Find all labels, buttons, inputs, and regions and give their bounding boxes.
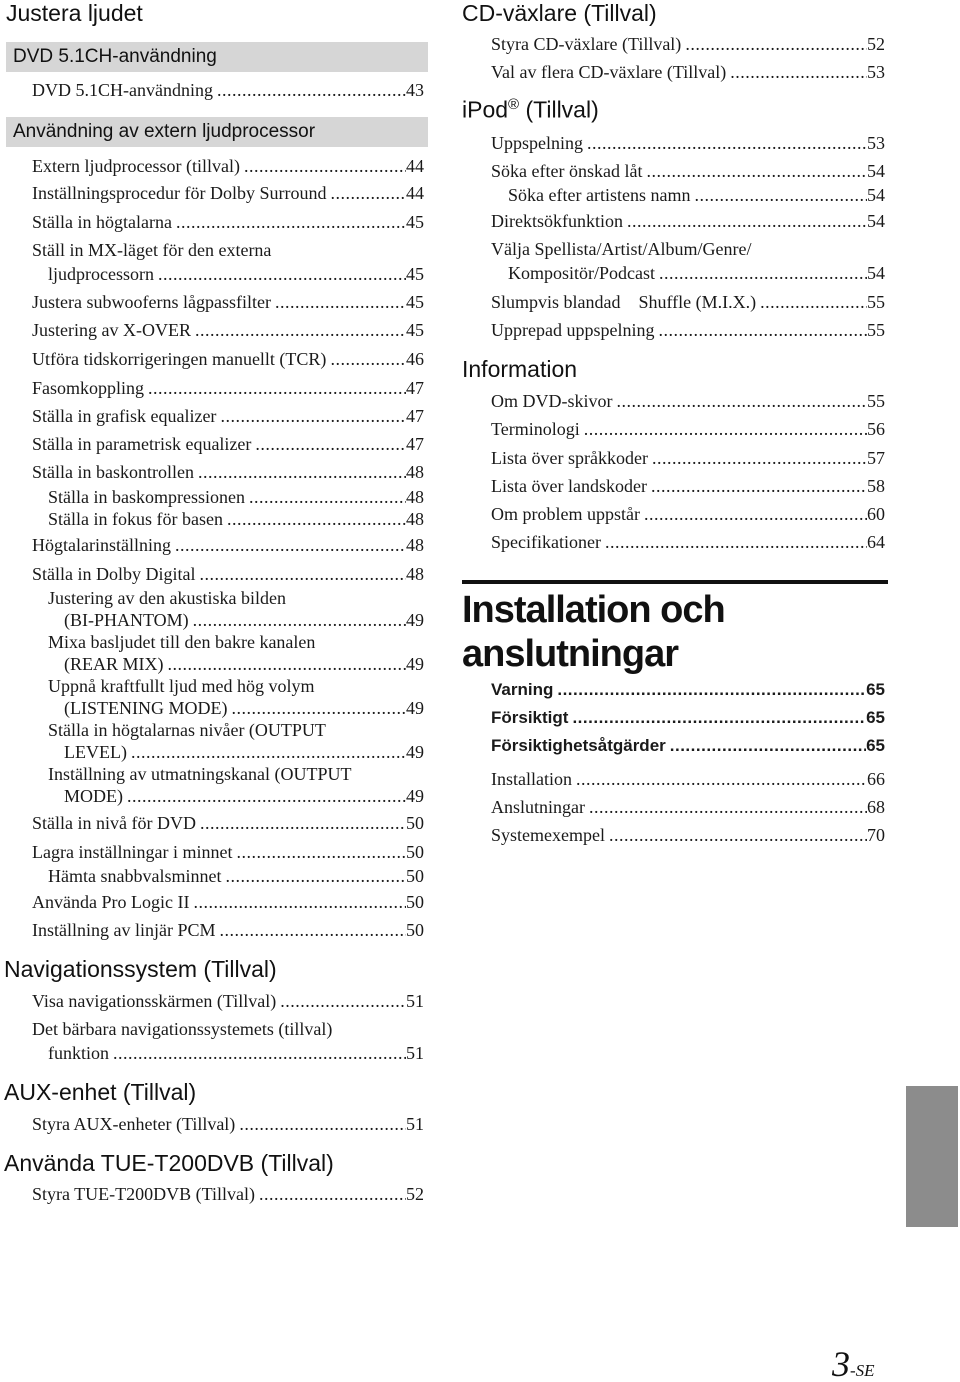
toc-leader bbox=[171, 533, 406, 557]
toc-entry-title: (REAR MIX) bbox=[64, 654, 164, 674]
toc-entry-title: Ställa in Dolby Digital bbox=[32, 564, 196, 584]
toc-entry[interactable] bbox=[491, 159, 885, 183]
toc-entry[interactable] bbox=[32, 533, 424, 557]
toc-entry[interactable] bbox=[48, 262, 424, 286]
section-heading-information: Information bbox=[462, 356, 578, 382]
toc-leader bbox=[235, 1112, 406, 1136]
toc-entry[interactable] bbox=[32, 154, 424, 178]
toc-leader bbox=[585, 795, 867, 819]
subheading-dvd-51ch: DVD 5.1CH-användning bbox=[6, 42, 428, 72]
toc-entry[interactable] bbox=[32, 432, 424, 456]
toc-entry[interactable] bbox=[32, 376, 424, 400]
toc-entry-page: 48 bbox=[406, 509, 424, 529]
toc-entry[interactable] bbox=[491, 131, 885, 155]
toc-entry-page: 53 bbox=[867, 62, 885, 82]
toc-entry[interactable] bbox=[491, 60, 885, 84]
toc-entry[interactable] bbox=[32, 318, 424, 342]
toc-entry-line1: Uppnå kraftfullt ljud med hög volym bbox=[48, 676, 315, 696]
toc-entry-title: Specifikationer bbox=[491, 532, 601, 552]
toc-leader bbox=[144, 376, 406, 400]
toc-entry[interactable] bbox=[32, 811, 424, 835]
toc-entry-line1: Det bärbara navigationssystemets (tillval) bbox=[32, 1019, 333, 1039]
toc-entry-line1: Ställ in MX-läget för den externa bbox=[32, 240, 272, 260]
toc-entry[interactable] bbox=[32, 989, 424, 1013]
toc-entry[interactable] bbox=[508, 183, 885, 207]
toc-leader bbox=[276, 989, 406, 1013]
toc-entry-page: 45 bbox=[406, 292, 424, 312]
toc-entry[interactable] bbox=[64, 696, 424, 720]
toc-leader bbox=[227, 696, 406, 720]
toc-entry[interactable] bbox=[32, 1112, 424, 1136]
toc-leader bbox=[553, 678, 866, 702]
toc-entry-title: Terminologi bbox=[491, 419, 580, 439]
toc-entry[interactable] bbox=[48, 864, 424, 888]
toc-leader bbox=[647, 474, 867, 498]
toc-entry-title: Slumpvis blandad Shuffle (M.I.X.) bbox=[491, 292, 757, 312]
toc-entry-title: Ställa in baskompressionen bbox=[48, 487, 245, 507]
toc-entry-page: 52 bbox=[406, 1184, 424, 1204]
toc-entry-title: DVD 5.1CH-användning bbox=[32, 80, 213, 100]
toc-leader bbox=[245, 485, 406, 509]
toc-leader bbox=[648, 446, 867, 470]
toc-entry-page: 51 bbox=[406, 1114, 424, 1134]
toc-entry-title: (BI-PHANTOM) bbox=[64, 610, 189, 630]
toc-leader bbox=[240, 154, 406, 178]
toc-entry-page: 49 bbox=[406, 654, 424, 674]
toc-leader bbox=[164, 652, 407, 676]
toc-leader bbox=[271, 290, 406, 314]
toc-entry-title: Om problem uppstår bbox=[491, 504, 640, 524]
toc-entry-page: 57 bbox=[867, 448, 885, 468]
toc-entry-page: 45 bbox=[406, 264, 424, 284]
toc-leader bbox=[726, 60, 867, 84]
toc-entry-title: Utföra tidskorrigeringen manuellt (TCR) bbox=[32, 349, 327, 369]
toc-leader bbox=[127, 740, 406, 764]
toc-entry-page: 43 bbox=[406, 80, 424, 100]
toc-leader bbox=[642, 159, 867, 183]
toc-leader bbox=[326, 181, 406, 205]
toc-entry-title: Inställningsprocedur för Dolby Surround bbox=[32, 183, 327, 203]
toc-entry[interactable] bbox=[491, 32, 885, 56]
toc-entry-page: 68 bbox=[867, 797, 885, 817]
toc-entry-line1: Justering av den akustiska bilden bbox=[48, 588, 286, 608]
toc-entry-page: 52 bbox=[867, 34, 885, 54]
toc-entry-page: 49 bbox=[406, 786, 424, 806]
toc-entry-title: Lista över landskoder bbox=[491, 476, 647, 496]
toc-entry-title: Styra CD-växlare (Tillval) bbox=[491, 34, 682, 54]
toc-entry-page: 60 bbox=[867, 504, 885, 524]
toc-entry-page: 47 bbox=[406, 378, 424, 398]
toc-entry-title: Justera subwooferns lågpassfilter bbox=[32, 292, 271, 312]
toc-entry-page: 48 bbox=[406, 564, 424, 584]
toc-leader bbox=[251, 432, 406, 456]
toc-entry-page: 49 bbox=[406, 610, 424, 630]
toc-leader bbox=[189, 608, 406, 632]
toc-entry[interactable] bbox=[32, 562, 424, 586]
toc-entry-title: Systemexempel bbox=[491, 825, 605, 845]
toc-entry-page: 58 bbox=[867, 476, 885, 496]
toc-entry[interactable] bbox=[32, 181, 424, 205]
toc-leader bbox=[223, 507, 406, 531]
toc-entry-page: 49 bbox=[406, 742, 424, 762]
toc-entry[interactable] bbox=[491, 502, 885, 526]
toc-entry[interactable] bbox=[491, 474, 885, 498]
toc-entry-title: Söka efter artistens namn bbox=[508, 185, 691, 205]
toc-entry-page: 50 bbox=[406, 813, 424, 833]
toc-entry[interactable] bbox=[491, 795, 885, 819]
toc-leader bbox=[654, 318, 867, 342]
toc-entry[interactable] bbox=[491, 446, 885, 470]
toc-entry-title: LEVEL) bbox=[64, 742, 127, 762]
toc-entry-title: Uppspelning bbox=[491, 133, 583, 153]
install-chapter-title: Installation och anslutningar bbox=[462, 589, 725, 675]
toc-leader bbox=[213, 78, 406, 102]
toc-entry-title: Visa navigationsskärmen (Tillval) bbox=[32, 991, 277, 1011]
toc-entry-title: Styra TUE-T200DVB (Tillval) bbox=[32, 1184, 255, 1204]
toc-leader bbox=[232, 840, 406, 864]
toc-entry-title: Ställa in parametrisk equalizer bbox=[32, 434, 252, 454]
toc-entry[interactable] bbox=[64, 740, 424, 764]
toc-entry-page: 45 bbox=[406, 212, 424, 232]
toc-entry-page: 44 bbox=[406, 156, 424, 176]
toc-entry-title: Justering av X-OVER bbox=[32, 320, 191, 340]
toc-entry[interactable] bbox=[491, 530, 885, 554]
toc-entry-page: 65 bbox=[866, 708, 885, 727]
toc-entry-page: 45 bbox=[406, 320, 424, 340]
toc-leader bbox=[172, 210, 406, 234]
toc-entry-title: Lista över språkkoder bbox=[491, 448, 648, 468]
toc-leader bbox=[109, 1041, 406, 1065]
toc-leader bbox=[189, 890, 406, 914]
toc-leader bbox=[196, 811, 406, 835]
toc-entry-title: Anslutningar bbox=[491, 797, 585, 817]
toc-entry-title: Ställa in baskontrollen bbox=[32, 462, 194, 482]
toc-entry[interactable] bbox=[64, 608, 424, 632]
toc-entry-title: Inställning av linjär PCM bbox=[32, 920, 216, 940]
toc-entry-page: 44 bbox=[406, 183, 424, 203]
toc-entry-page: 55 bbox=[867, 391, 885, 411]
toc-entry-title: Varning bbox=[491, 680, 554, 699]
section-heading-cd-vaxlare: CD-växlare (Tillval) bbox=[462, 0, 657, 26]
toc-entry-page: 49 bbox=[406, 698, 424, 718]
toc-entry-page: 47 bbox=[406, 406, 424, 426]
section-heading-aux-enhet: AUX-enhet (Tillval) bbox=[4, 1079, 197, 1105]
toc-entry[interactable] bbox=[64, 784, 424, 808]
toc-entry-page: 55 bbox=[867, 292, 885, 312]
toc-entry-title: Val av flera CD-växlare (Tillval) bbox=[491, 62, 727, 82]
toc-leader bbox=[601, 530, 867, 554]
toc-entry-title: ljudprocessorn bbox=[48, 264, 154, 284]
toc-entry-title: Ställa in fokus för basen bbox=[48, 509, 223, 529]
toc-entry-line1: Mixa basljudet till den bakre kanalen bbox=[48, 632, 316, 652]
toc-entry-page: 54 bbox=[867, 161, 885, 181]
toc-entry[interactable] bbox=[64, 652, 424, 676]
toc-entry-title: Ställa in nivå för DVD bbox=[32, 813, 196, 833]
toc-entry-page: 65 bbox=[866, 680, 885, 699]
toc-leader bbox=[326, 347, 406, 371]
toc-entry[interactable] bbox=[48, 507, 424, 531]
toc-entry-bold[interactable] bbox=[491, 734, 885, 758]
toc-leader bbox=[123, 784, 406, 808]
toc-leader bbox=[255, 1182, 406, 1206]
toc-entry[interactable] bbox=[491, 417, 885, 441]
subheading-extern-ljudprocessor: Användning av extern ljudprocessor bbox=[6, 117, 428, 147]
toc-entry[interactable] bbox=[491, 767, 885, 791]
toc-entry[interactable] bbox=[508, 261, 885, 285]
toc-entry-page: 50 bbox=[406, 866, 424, 886]
toc-entry-title: Ställa in grafisk equalizer bbox=[32, 406, 217, 426]
toc-entry-title: Om DVD-skivor bbox=[491, 391, 613, 411]
toc-entry-page: 64 bbox=[867, 532, 885, 552]
toc-leader bbox=[690, 183, 867, 207]
toc-leader bbox=[216, 918, 407, 942]
toc-entry-page: 47 bbox=[406, 434, 424, 454]
toc-entry-bold[interactable] bbox=[491, 678, 885, 702]
toc-entry-title: Söka efter önskad låt bbox=[491, 161, 643, 181]
toc-entry[interactable] bbox=[48, 485, 424, 509]
toc-entry[interactable] bbox=[491, 823, 885, 847]
toc-leader bbox=[666, 734, 866, 758]
toc-entry-title: Upprepad uppspelning bbox=[491, 320, 655, 340]
toc-entry[interactable] bbox=[491, 389, 885, 413]
toc-leader bbox=[623, 209, 867, 233]
toc-entry-page: 54 bbox=[867, 185, 885, 205]
toc-leader bbox=[640, 502, 867, 526]
toc-leader bbox=[605, 823, 867, 847]
toc-entry-page: 48 bbox=[406, 535, 424, 555]
toc-entry-page: 50 bbox=[406, 842, 424, 862]
toc-entry-title: Extern ljudprocessor (tillval) bbox=[32, 156, 240, 176]
toc-entry-bold[interactable] bbox=[491, 706, 885, 730]
toc-entry-line1: Inställning av utmatningskanal (OUTPUT bbox=[48, 764, 352, 784]
toc-entry-page: 50 bbox=[406, 892, 424, 912]
toc-entry[interactable] bbox=[32, 404, 424, 428]
toc-entry-line1: Välja Spellista/Artist/Album/Genre/ bbox=[491, 239, 752, 259]
toc-entry-page: 56 bbox=[867, 419, 885, 439]
toc-entry[interactable] bbox=[491, 318, 885, 342]
toc-leader bbox=[196, 562, 407, 586]
toc-entry[interactable] bbox=[32, 78, 424, 102]
toc-entry-page: 54 bbox=[867, 263, 885, 283]
toc-entry[interactable] bbox=[32, 840, 424, 864]
toc-leader bbox=[655, 261, 867, 285]
toc-leader bbox=[216, 404, 406, 428]
toc-entry[interactable] bbox=[491, 290, 885, 314]
toc-entry-page: 66 bbox=[867, 769, 885, 789]
toc-entry-page: 55 bbox=[867, 320, 885, 340]
toc-entry-page: 48 bbox=[406, 487, 424, 507]
toc-leader bbox=[191, 318, 406, 342]
toc-entry-page: 46 bbox=[406, 349, 424, 369]
toc-entry[interactable] bbox=[32, 347, 424, 371]
toc-entry-title: (LISTENING MODE) bbox=[64, 698, 228, 718]
toc-leader bbox=[583, 131, 867, 155]
toc-entry[interactable] bbox=[48, 1041, 424, 1065]
toc-entry-page: 54 bbox=[867, 211, 885, 231]
toc-entry-title: Ställa in högtalarna bbox=[32, 212, 172, 232]
toc-entry-title: Lagra inställningar i minnet bbox=[32, 842, 233, 862]
toc-entry[interactable] bbox=[491, 209, 885, 233]
toc-leader bbox=[221, 864, 406, 888]
toc-leader bbox=[756, 290, 867, 314]
toc-entry-title: Högtalarinställning bbox=[32, 535, 171, 555]
toc-entry-title: Direktsökfunktion bbox=[491, 211, 623, 231]
toc-entry-title: Försiktighetsåtgärder bbox=[491, 736, 666, 755]
toc-entry-page: 48 bbox=[406, 462, 424, 482]
toc-leader bbox=[580, 417, 867, 441]
toc-entry-page: 50 bbox=[406, 920, 424, 940]
toc-entry-line1: Ställa in högtalarnas nivåer (OUTPUT bbox=[48, 720, 326, 740]
toc-entry-page: 70 bbox=[867, 825, 885, 845]
side-thumb-tab bbox=[906, 1086, 958, 1227]
section-heading-navigationssystem: Navigationssystem (Tillval) bbox=[4, 956, 277, 982]
section-heading-tue-t200dvb: Använda TUE-T200DVB (Tillval) bbox=[4, 1150, 334, 1176]
toc-entry-title: MODE) bbox=[64, 786, 123, 806]
toc-leader bbox=[681, 32, 867, 56]
page-number: 3-SE bbox=[832, 1344, 875, 1382]
toc-leader bbox=[154, 262, 406, 286]
toc-entry-title: Hämta snabbvalsminnet bbox=[48, 866, 222, 886]
toc-leader bbox=[568, 706, 866, 730]
toc-entry[interactable] bbox=[32, 210, 424, 234]
section-heading-justera-ljudet: Justera ljudet bbox=[6, 0, 143, 26]
toc-entry-page: 65 bbox=[866, 736, 885, 755]
toc-entry[interactable] bbox=[32, 290, 424, 314]
toc-entry[interactable] bbox=[32, 460, 424, 484]
toc-leader bbox=[572, 767, 867, 791]
toc-leader bbox=[194, 460, 406, 484]
toc-entry-title: funktion bbox=[48, 1043, 109, 1063]
toc-entry-page: 51 bbox=[406, 991, 424, 1011]
toc-entry[interactable] bbox=[32, 890, 424, 914]
toc-leader bbox=[613, 389, 868, 413]
toc-entry[interactable] bbox=[32, 918, 424, 942]
toc-entry-title: Använda Pro Logic II bbox=[32, 892, 190, 912]
toc-entry-title: Styra AUX-enheter (Tillval) bbox=[32, 1114, 236, 1134]
install-divider-rule bbox=[462, 580, 888, 584]
toc-entry[interactable] bbox=[32, 1182, 424, 1206]
toc-entry-page: 53 bbox=[867, 133, 885, 153]
toc-entry-page: 51 bbox=[406, 1043, 424, 1063]
toc-entry-title: Försiktigt bbox=[491, 708, 569, 727]
section-heading-ipod: iPod® (Tillval) bbox=[462, 96, 599, 123]
toc-entry-title: Installation bbox=[491, 769, 572, 789]
toc-entry-title: Fasomkoppling bbox=[32, 378, 145, 398]
toc-entry-title: Kompositör/Podcast bbox=[508, 263, 655, 283]
